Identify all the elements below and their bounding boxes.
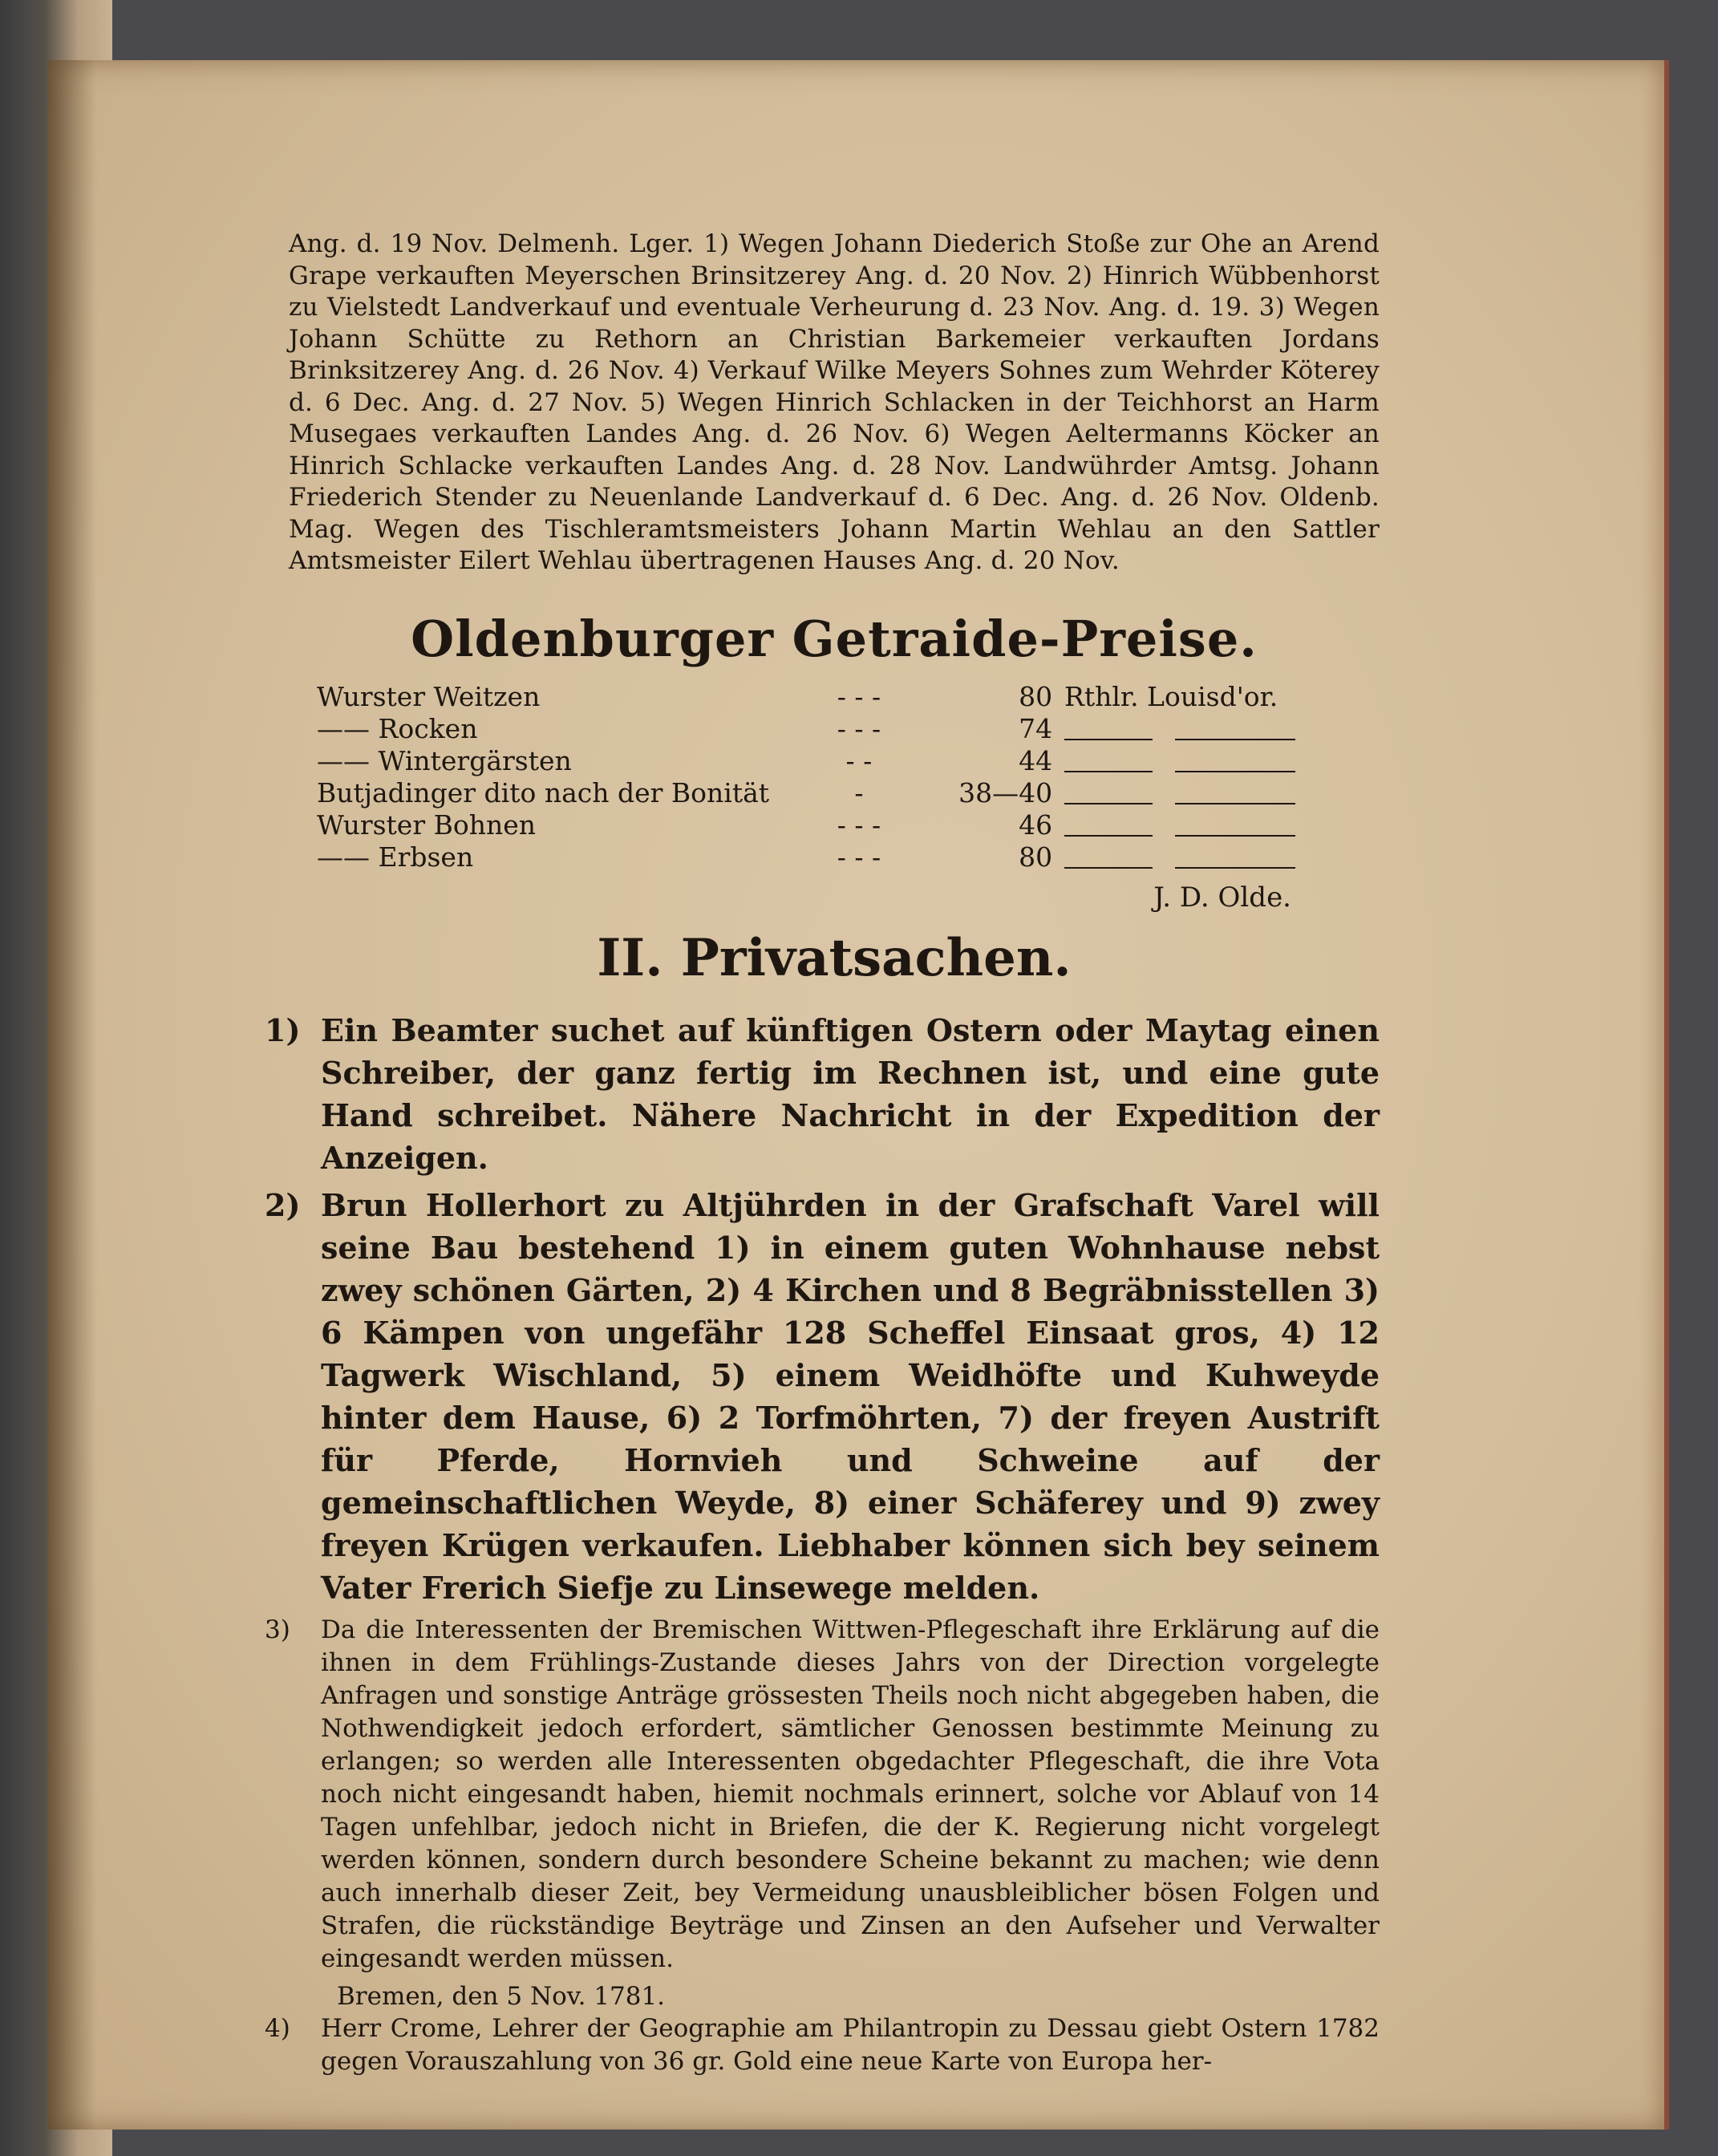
grain-price-table bbox=[317, 681, 1295, 873]
ditto-line bbox=[1175, 753, 1295, 772]
ditto-line bbox=[1175, 849, 1295, 869]
page-content bbox=[265, 229, 1380, 2083]
price-value: 80 bbox=[1019, 841, 1053, 873]
price-value: 74 bbox=[1019, 712, 1053, 744]
grain-name: —— Wintergärsten bbox=[317, 744, 572, 776]
ditto-line bbox=[1064, 753, 1153, 772]
private-item-4 bbox=[265, 2012, 1380, 2078]
item-3-dateline: Bremen, den 5 Nov. 1781. bbox=[337, 1981, 666, 2011]
dash-leader: - bbox=[854, 776, 864, 808]
item-number: 4) bbox=[265, 2013, 290, 2043]
price-row bbox=[317, 713, 1295, 745]
private-item-2 bbox=[265, 1184, 1380, 1609]
price-value: 80 bbox=[1019, 680, 1053, 712]
grain-name: —— Rocken bbox=[317, 712, 478, 744]
grain-prices-title: Oldenburger Getraide-Preise. bbox=[411, 609, 1258, 668]
price-row bbox=[317, 777, 1295, 809]
item-text: Ein Beamter suchet auf künftigen Ostern oder Maytag einen Schreiber, der ganz fertig im Rechnen ist, und eine gute Hand schreibet. Nähere Nachricht in der Expedition der Anzeigen. bbox=[321, 1011, 1380, 1176]
dash-leader: - - - bbox=[837, 808, 881, 841]
price-value: 44 bbox=[1019, 744, 1053, 776]
dash-leader: - - - bbox=[837, 680, 881, 712]
ditto-line bbox=[1064, 817, 1153, 837]
grain-name: Butjadinger dito nach der Bonität bbox=[317, 776, 770, 808]
private-item-3 bbox=[265, 1614, 1380, 1976]
ditto-line bbox=[1064, 721, 1153, 740]
ditto-line bbox=[1064, 785, 1153, 804]
price-row bbox=[317, 681, 1295, 713]
dash-leader: - - - bbox=[837, 712, 881, 744]
price-row bbox=[317, 745, 1295, 777]
price-value: 40 bbox=[1019, 776, 1053, 808]
item-number: 1) bbox=[265, 1011, 301, 1048]
price-row bbox=[317, 841, 1295, 873]
ditto-line bbox=[1175, 785, 1295, 804]
item-text: Da die Interessenten der Bremischen Wittwen-Pflegeschaft ihre Erklärung auf die ihnen in dem Frühlings-Zustande dieses Jahrs von der Direction vorgelegte Anfragen und sonstige Anträge grössesten Theils noch nicht abgegeben haben, die Nothwendigkeit jedoch erfordert, sämtlicher Genossen bestimmte Meinung zu erlangen; so werden alle Interessenten obgedachter Pflegeschaft, die ihre Vota noch nicht eingesandt haben, hiemit nochmals erinnert, solche vor Ablauf von 14 Tagen unfehlbar, jedoch nicht in Briefen, die der K. Regierung nicht vorgelegt werden können, sondern durch besondere Scheine bekannt zu machen; wie denn auch innerhalb dieser Zeit, bey Vermeidung unausbleiblicher bösen Folgen und Strafen, die rückständige Beyträge und Zinsen an den Aufseher und Verwalter eingesandt werden müssen. bbox=[321, 1615, 1380, 1973]
private-item-1 bbox=[265, 1009, 1380, 1179]
grain-name: Wurster Weitzen bbox=[317, 680, 541, 712]
ditto-line bbox=[1175, 721, 1295, 740]
grain-name: Wurster Bohnen bbox=[317, 808, 537, 841]
item-number: 2) bbox=[265, 1186, 301, 1223]
ditto-line bbox=[1064, 849, 1153, 869]
price-value: 46 bbox=[1019, 808, 1053, 841]
price-signature: J. D. Olde. bbox=[1153, 881, 1291, 914]
ditto-line bbox=[1175, 817, 1295, 837]
price-row bbox=[317, 809, 1295, 841]
price-range-start: 38— bbox=[958, 776, 1019, 808]
dash-leader: - - - bbox=[837, 841, 881, 873]
notices-text: Ang. d. 19 Nov. Delmenh. Lger. 1) Wegen Johann Diederich Stoße zur Ohe an Arend Grape verkauften Meyerschen Brinsitzerey Ang. d. 20 Nov. 2) Hinrich Wübbenhorst zu Vielstedt Landverkauf und eventuale Verheurung d. 23 Nov. Ang. d. 19. 3) Wegen Johann Schütte zu Rethorn an Christian Barkemeier verkauften Jordans Brinksitzerey Ang. d. 26 Nov. 4) Verkauf Wilke Meyers Sohnes zum Wehrder Köterey d. 6 Dec. Ang. d. 27 Nov. 5) Wegen Hinrich Schlacken in der Teichhorst an Harm Musegaes verkauften Landes Ang. d. 26 Nov. 6) Wegen Aeltermanns Köcker an Hinrich Schlacke verkauften Landes Ang. d. 28 Nov. Landwührder Amtsg. Johann Friederich Stender zu Neuenlande Landverkauf d. 6 Dec. Ang. d. 26 Nov. Oldenb. Mag. Wegen des Tischleramtsmeisters Johann Martin Wehlau an den Sattler Amtsmeister Eilert Wehlau übertragenen Hauses Ang. d. 20 Nov. bbox=[289, 229, 1380, 575]
item-text: Brun Hollerhort zu Altjührden in der Grafschaft Varel will seine Bau bestehend 1) in einem guten Wohnhause nebst zwey schönen Gärten, 2) 4 Kirchen und 8 Begräbnisstellen 3) 6 Kämpen von ungefähr 128 Scheffel Einsaat gros, 4) 12 Tagwerk Wischland, 5) einem Weidhöfte und Kuhweyde hinter dem Hause, 6) 2 Torfmöhrten, 7) der freyen Austrift für Pferde, Hornvieh und Schweine auf der gemeinschaftlichen Weyde, 8) einer Schäferey und 9) zwey freyen Krügen verkaufen. Liebhaber können sich bey seinem Vater Frerich Siefje zu Linsewege melden. bbox=[321, 1186, 1380, 1606]
page-gutter-shadow bbox=[48, 60, 96, 2130]
item-text: Herr Crome, Lehrer der Geographie am Philantropin zu Dessau giebt Ostern 1782 gegen Vorauszahlung von 36 gr. Gold eine neue Karte von Europa her- bbox=[321, 2013, 1380, 2076]
dash-leader: - - bbox=[845, 744, 873, 776]
legal-notices-paragraph bbox=[289, 229, 1380, 578]
private-section-heading: II. Privatsachen. bbox=[597, 927, 1072, 988]
grain-name: —— Erbsen bbox=[317, 841, 474, 873]
item-number: 3) bbox=[265, 1615, 290, 1644]
price-unit: Rthlr. Louisd'or. bbox=[1064, 680, 1278, 712]
